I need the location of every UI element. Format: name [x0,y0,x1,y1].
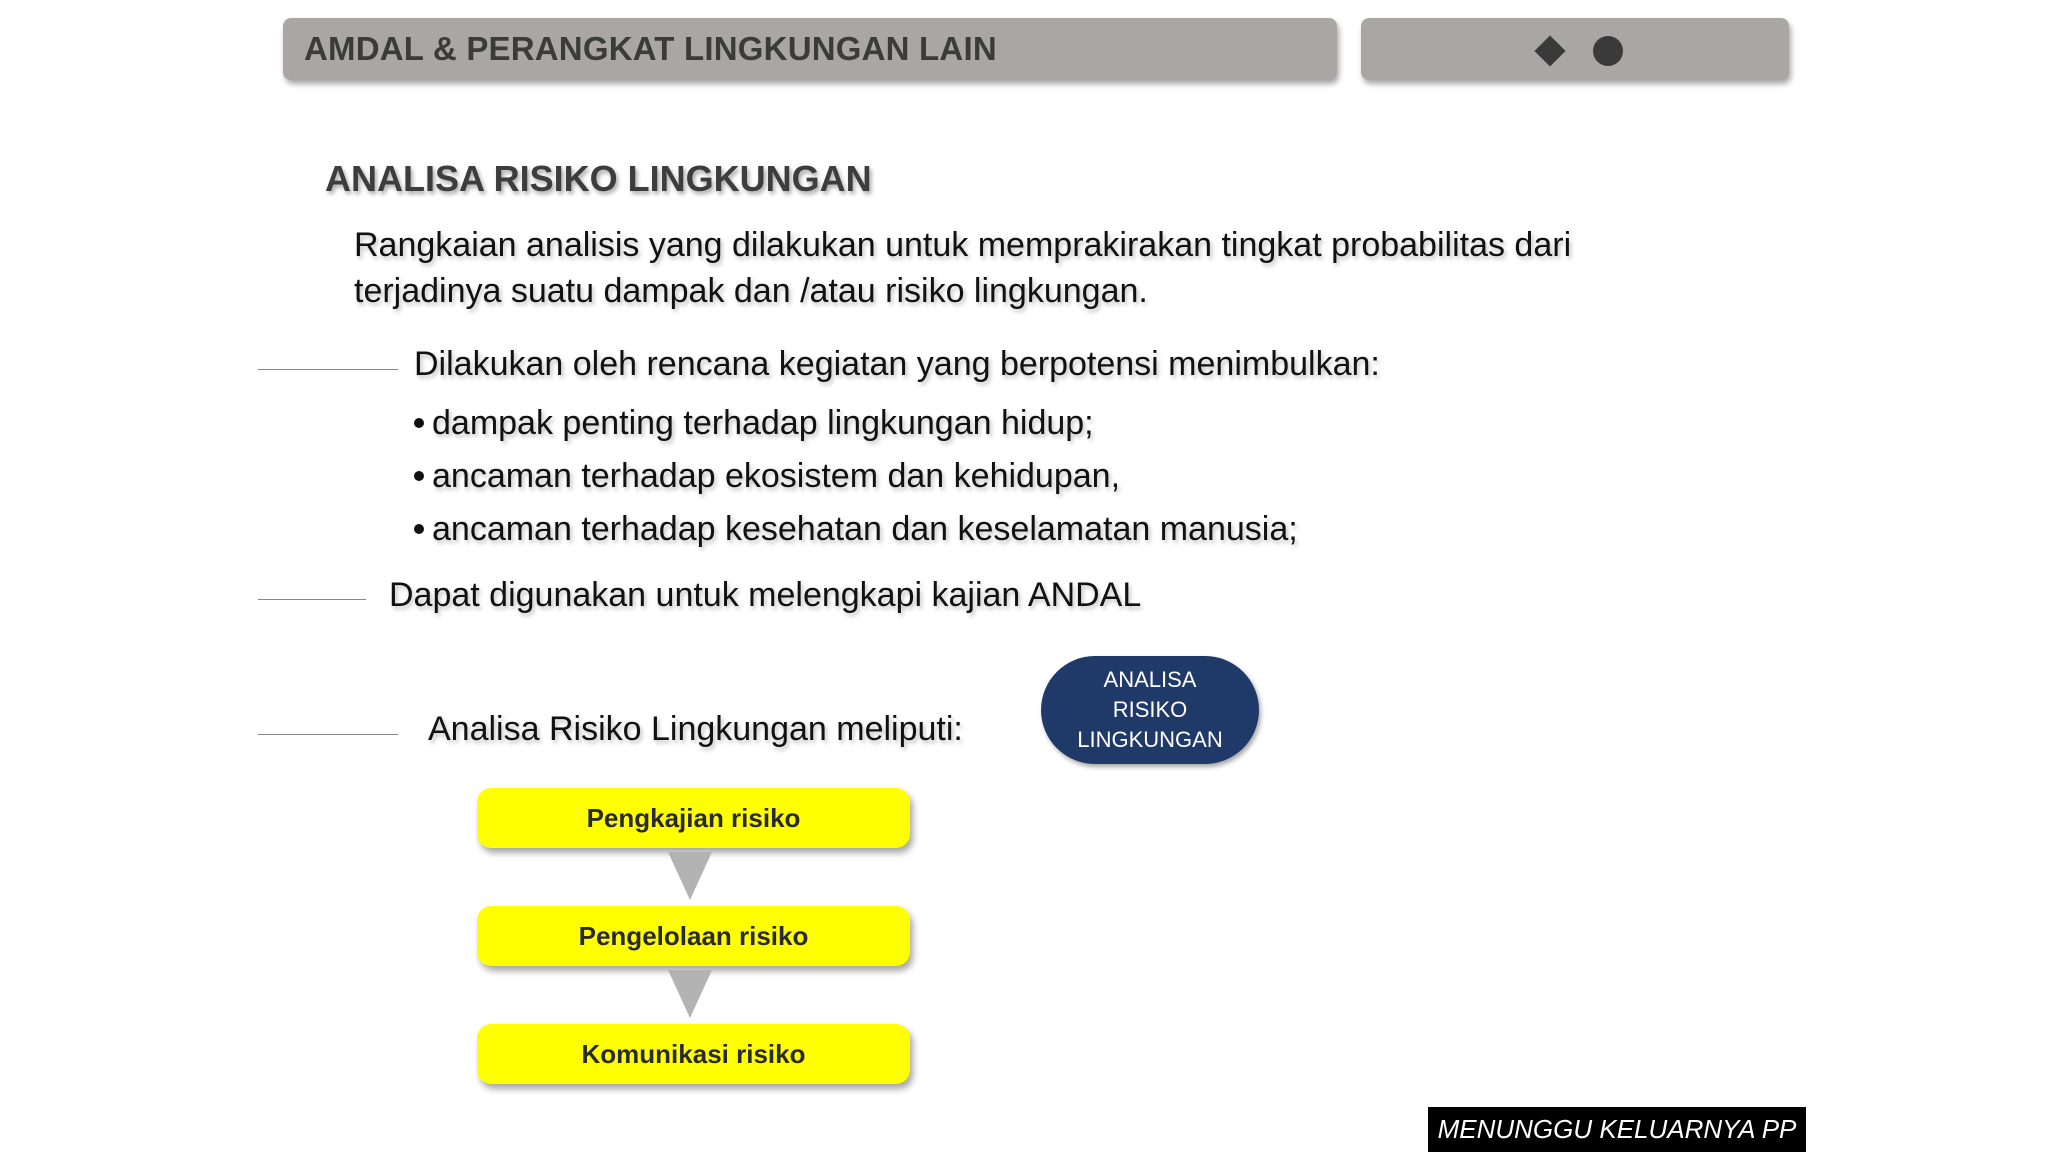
triangle-down-icon [668,852,712,900]
list-item-text: dampak penting terhadap lingkungan hidup; [432,404,1094,442]
point-1-text: Dilakukan oleh rencana kegiatan yang berpotensi menimbulkan: [414,345,1380,383]
divider-line [258,369,398,370]
step-box-pengkajian [477,788,910,848]
footer-badge: MENUNGGU KELUARNYA PP [1428,1107,1806,1152]
point-3-text: Analisa Risiko Lingkungan meliputi: [428,710,963,748]
analisa-risiko-oval [1041,656,1259,764]
circle-icon [1593,36,1623,66]
step-box-pengelolaan [477,906,910,966]
header-title: AMDAL & PERANGKAT LINGKUNGAN LAIN [304,30,997,67]
list-item-text: ancaman terhadap kesehatan dan keselamatan manusia; [432,510,1298,548]
step-box-komunikasi [477,1024,910,1084]
bullet-icon [414,418,424,428]
list-item-text: ancaman terhadap ekosistem dan kehidupan, [432,457,1121,495]
section-title: ANALISA RISIKO LINGKUNGAN [325,158,872,199]
divider-line [258,599,366,600]
oval-label: ANALISA RISIKO LINGKUNGAN [1077,667,1223,752]
bullet-icon [414,524,424,534]
step-label: Pengelolaan risiko [578,920,809,951]
bullet-list [414,400,1298,559]
point-2-text: Dapat digunakan untuk melengkapi kajian ANDAL [389,576,1142,614]
list-item [414,453,1298,506]
header-bar-right [1361,18,1789,80]
definition-text: Rangkaian analisis yang dilakukan untuk memprakirakan tingkat probabilitas dari terjadinya suatu dampak dan /atau risiko lingkungan. [354,226,1572,310]
step-label: Pengkajian risiko [586,802,801,833]
triangle-down-icon [668,970,712,1018]
bullet-icon [414,471,424,481]
step-label: Komunikasi risiko [581,1038,806,1069]
list-item [414,400,1298,453]
divider-line [258,734,398,735]
list-item [414,506,1298,559]
